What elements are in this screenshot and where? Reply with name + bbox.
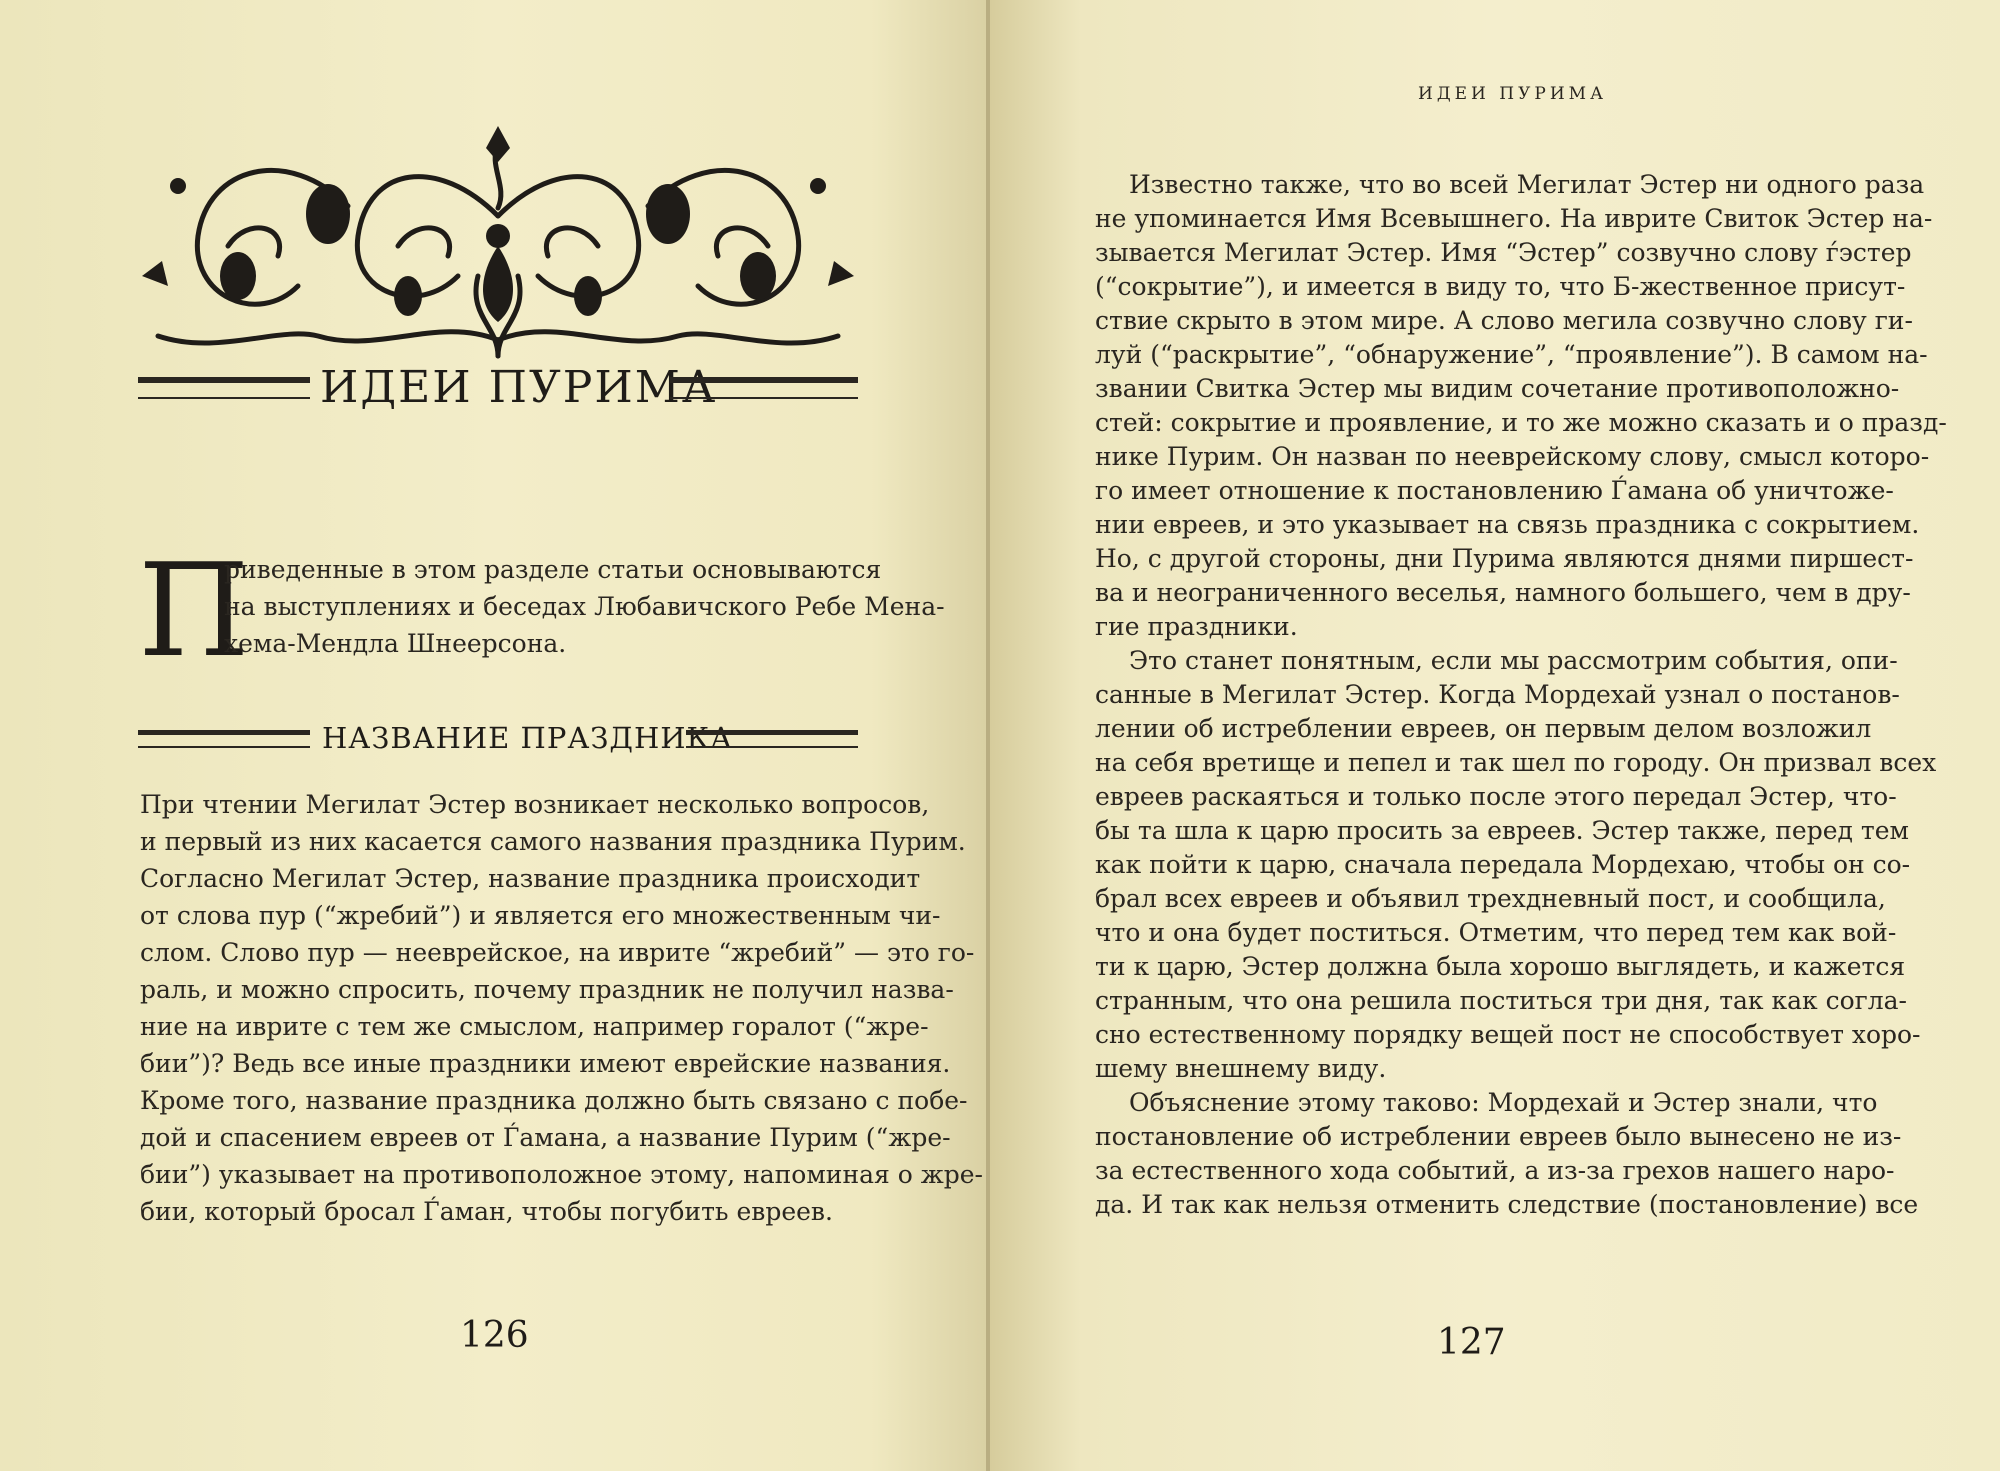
intro-line: риведенные в этом разделе статьи основываются — [224, 555, 882, 584]
chapter-title-text: ИДЕИ ПУРИМА — [320, 362, 718, 413]
body-line: (“сокрытие”), и имеется в виду то, что Б-жественное присут- — [1095, 272, 1906, 301]
intro-line: хема-Мендла Шнеерсона. — [224, 629, 567, 658]
body-line: стей: сокрытие и проявление, и то же можно сказать и о празд- — [1095, 408, 1947, 437]
body-line: бы та шла к царю просить за евреев. Эстер также, перед тем — [1095, 816, 1909, 845]
subtitle-rule-left — [138, 730, 310, 748]
body-line: евреев раскаяться и только после этого передал Эстер, что- — [1095, 782, 1897, 811]
right-page — [990, 0, 2000, 1471]
floral-ornament — [138, 126, 858, 362]
left-page — [0, 0, 990, 1471]
body-line: гие праздники. — [1095, 612, 1298, 641]
body-line: зывается Мегилат Эстер. Имя “Эстер” созвучно слову ѓэстер — [1095, 238, 1912, 267]
body-line: дой и спасением евреев от Ѓамана, а название Пурим (“жре- — [140, 1123, 951, 1152]
body-line: странным, что она решила поститься три дня, так как согла- — [1095, 986, 1907, 1015]
body-line: Объяснение этому таково: Мордехай и Эстер знали, что — [1129, 1088, 1878, 1117]
section-heading — [138, 722, 858, 758]
section-heading-text: НАЗВАНИЕ ПРАЗДНИКА — [322, 721, 733, 755]
body-line: Но, с другой стороны, дни Пурима являются днями пиршест- — [1095, 544, 1914, 573]
body-line: сно естественному порядку вещей пост не способствует хоро- — [1095, 1020, 1921, 1049]
drop-cap: П — [138, 537, 250, 686]
body-line: ти к царю, Эстер должна была хорошо выглядеть, и кажется — [1095, 952, 1906, 981]
title-rule-right — [670, 377, 858, 399]
body-line: не упоминается Имя Всевышнего. На иврите Свиток Эстер на- — [1095, 204, 1933, 233]
body-line: слом. Слово пур — нееврейское, на иврите “жребий” — это го- — [140, 938, 975, 967]
body-line: При чтении Мегилат Эстер возникает несколько вопросов, — [140, 790, 930, 819]
body-line: раль, и можно спросить, почему праздник не получил назва- — [140, 975, 954, 1004]
body-line: брал всех евреев и объявил трехдневный пост, и сообщила, — [1095, 884, 1886, 913]
body-line: как пойти к царю, сначала передала Мордехаю, чтобы он со- — [1095, 850, 1911, 879]
body-line: от слова пур (“жребий”) и является его множественным чи- — [140, 901, 941, 930]
body-line: бии”)? Ведь все иные праздники имеют еврейские названия. — [140, 1049, 951, 1078]
body-line: лении об истреблении евреев, он первым делом возложил — [1095, 714, 1872, 743]
subtitle-rule-right — [686, 730, 858, 748]
body-line: бии”) указывает на противоположное этому, напоминая о жре- — [140, 1160, 983, 1189]
page-number-left: 126 — [460, 1315, 529, 1356]
body-line: Согласно Мегилат Эстер, название праздника происходит — [140, 864, 921, 893]
body-line: да. И так как нельзя отменить следствие (постановление) все — [1095, 1190, 1919, 1219]
body-line: луй (“раскрытие”, “обнаружение”, “проявление”). В самом на- — [1095, 340, 1928, 369]
body-line: за естественного хода событий, а из-за грехов нашего наро- — [1095, 1156, 1895, 1185]
body-line: бии, который бросал Ѓаман, чтобы погубить евреев. — [140, 1197, 833, 1226]
body-line: и первый из них касается самого названия праздника Пурим. — [140, 827, 966, 856]
body-line: ва и неограниченного веселья, намного большего, чем в дру- — [1095, 578, 1911, 607]
body-line: звании Свитка Эстер мы видим сочетание противоположно- — [1095, 374, 1900, 403]
intro-line: на выступлениях и беседах Любавичского Ребе Мена- — [224, 592, 945, 621]
body-line: шему внешнему виду. — [1095, 1054, 1387, 1083]
body-line: нии евреев, и это указывает на связь праздника с сокрытием. — [1095, 510, 1920, 539]
running-head: ИДЕИ ПУРИМА — [1418, 84, 1607, 104]
body-line: что и она будет поститься. Отметим, что перед тем как вой- — [1095, 918, 1897, 947]
chapter-title — [138, 362, 858, 413]
body-line: Это станет понятным, если мы рассмотрим события, опи- — [1129, 646, 1898, 675]
body-line: на себя вретище и пепел и так шел по городу. Он призвал всех — [1095, 748, 1937, 777]
body-line: Кроме того, название праздника должно быть связано с побе- — [140, 1086, 968, 1115]
body-line: постановление об истреблении евреев было вынесено не из- — [1095, 1122, 1902, 1151]
body-line: санные в Мегилат Эстер. Когда Мордехай узнал о постанов- — [1095, 680, 1900, 709]
body-line: Известно также, что во всей Мегилат Эстер ни одного раза — [1129, 170, 1925, 199]
body-line: го имеет отношение к постановлению Ѓамана об уничтоже- — [1095, 476, 1894, 505]
title-rule-left — [138, 377, 310, 399]
body-line: нике Пурим. Он назван по нееврейскому слову, смысл которо- — [1095, 442, 1930, 471]
body-line: ствие скрыто в этом мире. А слово мегила созвучно слову ги- — [1095, 306, 1913, 335]
page-number-right: 127 — [1437, 1322, 1506, 1363]
body-line: ние на иврите с тем же смыслом, например горалот (“жре- — [140, 1012, 929, 1041]
